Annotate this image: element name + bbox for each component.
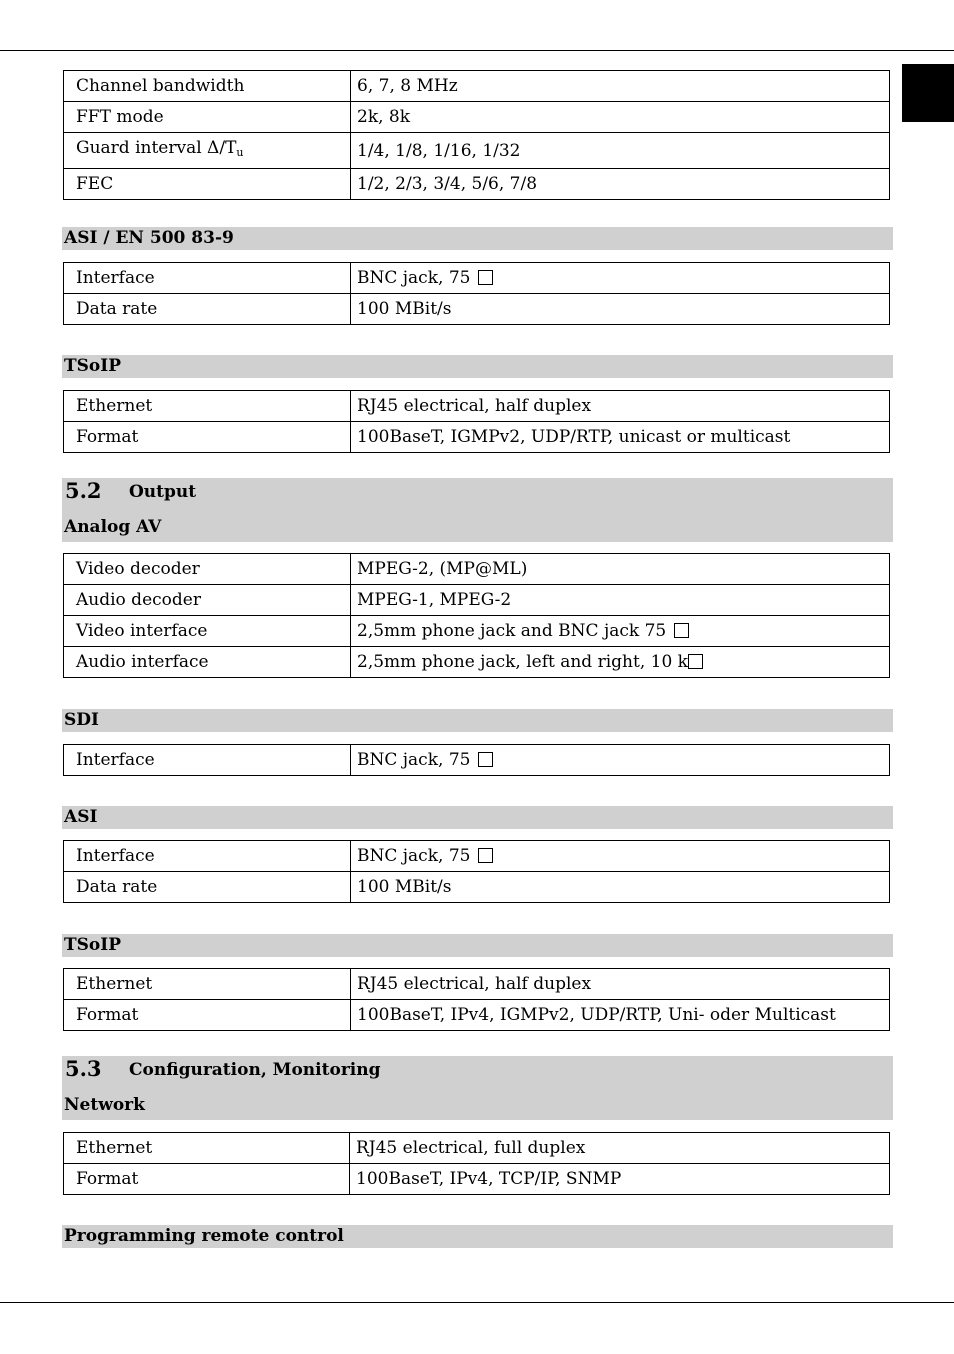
- spec-value: [351, 745, 890, 776]
- guard-interval-label: Guard interval Δ/T: [76, 138, 237, 158]
- spec-value: 100BaseT, IPv4, TCP/IP, SNMP: [350, 1164, 890, 1195]
- spec-value: [351, 841, 890, 872]
- spec-value: [351, 647, 890, 678]
- table-row: [64, 102, 890, 133]
- spec-key: FFT mode: [64, 102, 351, 133]
- analog-av-spec-table: [63, 553, 890, 678]
- missing-glyph-icon: [478, 848, 493, 863]
- spec-value-text: 2,5mm phone jack, left and right, 10 k: [357, 652, 688, 672]
- table-row: [64, 294, 890, 325]
- table-row: [64, 422, 890, 453]
- spec-value: 100BaseT, IPv4, IGMPv2, UDP/RTP, Uni- oder Multicast: [351, 1000, 890, 1031]
- missing-glyph-icon: [688, 654, 703, 669]
- tsoip-input-spec-table: [63, 390, 890, 453]
- missing-glyph-icon: [478, 270, 493, 285]
- spec-value: [351, 616, 890, 647]
- table-row: [64, 71, 890, 102]
- spec-key: Audio interface: [64, 647, 351, 678]
- table-row: [64, 969, 890, 1000]
- spec-value: 100 MBit/s: [351, 872, 890, 903]
- terrestrial-spec-table: [63, 70, 890, 200]
- missing-glyph-icon: [674, 623, 689, 638]
- tsoip-output-spec-table: [63, 968, 890, 1031]
- spec-value: 100 MBit/s: [351, 294, 890, 325]
- spec-value: 6, 7, 8 MHz: [351, 71, 890, 102]
- spec-value: RJ45 electrical, half duplex: [351, 969, 890, 1000]
- table-row: [64, 872, 890, 903]
- missing-glyph-icon: [478, 752, 493, 767]
- chapter-title: Output: [129, 482, 197, 502]
- section-subtitle: Analog AV: [64, 517, 162, 537]
- spec-key: Video interface: [64, 616, 351, 647]
- chapter-number: 5.3: [65, 1056, 102, 1081]
- spec-key: Format: [64, 1000, 351, 1031]
- spec-key: Ethernet: [64, 1133, 350, 1164]
- table-row: [64, 585, 890, 616]
- guard-interval-subscript: u: [236, 146, 244, 159]
- table-row: [64, 647, 890, 678]
- spec-value-text: BNC jack, 75: [357, 268, 471, 288]
- chapter-heading-output: [62, 478, 893, 542]
- spec-key: Interface: [64, 263, 351, 294]
- spec-key: Video decoder: [64, 554, 351, 585]
- spec-value: MPEG-2, (MP@ML): [351, 554, 890, 585]
- spec-key: Ethernet: [64, 391, 351, 422]
- table-row: [64, 1133, 890, 1164]
- asi-input-spec-table: [63, 262, 890, 325]
- spec-key: Data rate: [64, 872, 351, 903]
- table-row: [64, 616, 890, 647]
- spec-key: [64, 133, 351, 169]
- spec-value: RJ45 electrical, full duplex: [350, 1133, 890, 1164]
- section-heading-asi-output: ASI: [62, 806, 893, 829]
- spec-value-text: BNC jack, 75: [357, 750, 471, 770]
- table-row: [64, 391, 890, 422]
- spec-key: Ethernet: [64, 969, 351, 1000]
- sdi-spec-table: [63, 744, 890, 776]
- footer-rule: [0, 1302, 954, 1303]
- spec-value: MPEG-1, MPEG-2: [351, 585, 890, 616]
- spec-key: Interface: [64, 745, 351, 776]
- table-row: [64, 554, 890, 585]
- spec-key: Audio decoder: [64, 585, 351, 616]
- spec-value: 1/4, 1/8, 1/16, 1/32: [351, 133, 890, 169]
- spec-key: FEC: [64, 169, 351, 200]
- spec-key: Format: [64, 1164, 350, 1195]
- chapter-number: 5.2: [65, 478, 102, 503]
- table-row: [64, 263, 890, 294]
- table-row: [64, 841, 890, 872]
- table-row: [64, 169, 890, 200]
- spec-value-text: 2,5mm phone jack and BNC jack 75: [357, 621, 667, 641]
- chapter-heading-configuration: [62, 1056, 893, 1120]
- spec-value: 100BaseT, IGMPv2, UDP/RTP, unicast or multicast: [351, 422, 890, 453]
- chapter-title: Configuration, Monitoring: [129, 1060, 381, 1080]
- table-row: [64, 1000, 890, 1031]
- network-spec-table: [63, 1132, 890, 1195]
- section-heading-tsoip-input: TSoIP: [62, 355, 893, 378]
- spec-key: Channel bandwidth: [64, 71, 351, 102]
- section-heading-asi-input: ASI / EN 500 83-9: [62, 227, 893, 250]
- spec-value: 2k, 8k: [351, 102, 890, 133]
- table-row: [64, 745, 890, 776]
- section-subtitle: Network: [64, 1095, 145, 1115]
- spec-value: [351, 263, 890, 294]
- spec-key: Interface: [64, 841, 351, 872]
- section-heading-sdi: SDI: [62, 709, 893, 732]
- spec-value: 1/2, 2/3, 3/4, 5/6, 7/8: [351, 169, 890, 200]
- asi-output-spec-table: [63, 840, 890, 903]
- spec-value: RJ45 electrical, half duplex: [351, 391, 890, 422]
- spec-value-text: BNC jack, 75: [357, 846, 471, 866]
- table-row: [64, 1164, 890, 1195]
- spec-key: Format: [64, 422, 351, 453]
- section-heading-programming: Programming remote control: [62, 1225, 893, 1248]
- section-heading-tsoip-output: TSoIP: [62, 934, 893, 957]
- spec-key: Data rate: [64, 294, 351, 325]
- table-row: [64, 133, 890, 169]
